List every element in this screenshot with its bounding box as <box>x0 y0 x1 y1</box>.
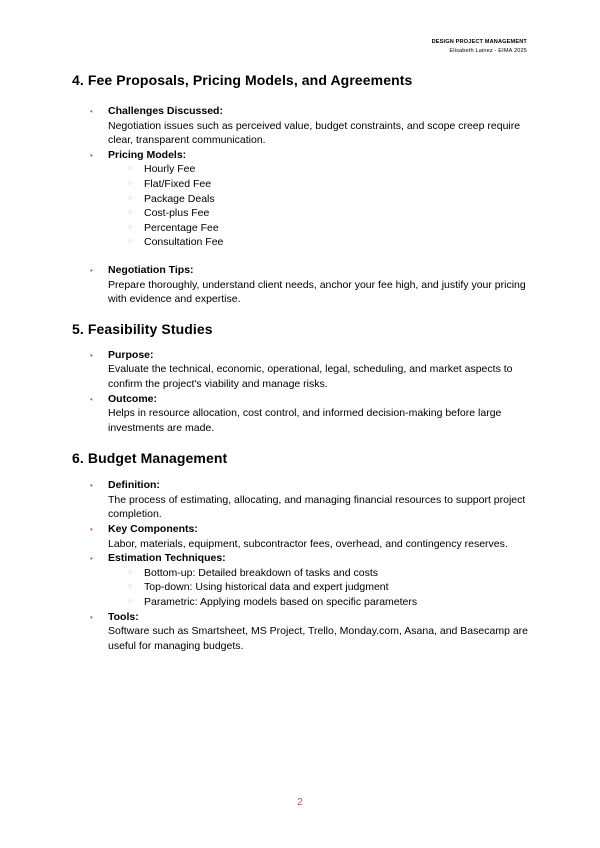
bullet-icon: • <box>90 481 93 491</box>
section-heading: 6. Budget Management <box>72 450 228 467</box>
list-item <box>72 348 532 392</box>
document-body <box>72 68 532 653</box>
item-title: Purpose: <box>108 348 154 361</box>
bullet-icon: • <box>90 350 93 360</box>
item-text: Software such as Smartsheet, MS Project, Trello, Monday.com, Asana, and Basecamp are useful for managing budgets. <box>108 625 528 652</box>
sub-list <box>108 162 532 250</box>
list-item <box>72 392 532 436</box>
list-item <box>72 610 532 654</box>
sub-bullet-icon: ○ <box>128 194 133 202</box>
item-title: Pricing Models: <box>108 148 187 161</box>
page-number: 2 <box>297 796 303 808</box>
bullet-icon: • <box>90 612 93 622</box>
list-item <box>72 263 532 307</box>
list-item <box>72 522 532 551</box>
header-author: Elisabeth Lainez - EIMA 2025 <box>449 47 527 54</box>
item-text: Helps in resource allocation, cost control, and informed decision-making before large investments are made. <box>108 407 502 434</box>
section-heading: 4. Fee Proposals, Pricing Models, and Agreements <box>72 72 413 88</box>
sub-item: ○ Percentage Fee <box>128 221 219 234</box>
sub-item: ○ Cost-plus Fee <box>128 207 210 220</box>
sub-bullet-icon: ○ <box>128 568 133 576</box>
sub-item: ○ Hourly Fee <box>128 163 196 176</box>
bullet-list <box>72 478 532 653</box>
sub-item: ○ Consultation Fee <box>128 236 224 249</box>
sub-item: ○ Bottom-up: Detailed breakdown of tasks and costs <box>128 566 379 579</box>
bullet-icon: • <box>90 265 93 275</box>
header-course-title: DESIGN PROJECT MANAGEMENT <box>431 39 527 45</box>
sub-item: ○ Package Deals <box>128 192 215 205</box>
bullet-icon: • <box>90 554 93 564</box>
section-feasibility-studies <box>72 319 532 436</box>
bullet-list <box>72 348 532 436</box>
item-text: Prepare thoroughly, understand client needs, anchor your fee high, and justify your pricing with evidence and expertise. <box>108 278 526 306</box>
section-fee-proposals <box>72 70 532 307</box>
sub-bullet-icon: ○ <box>128 209 133 217</box>
bullet-icon: • <box>90 394 93 404</box>
bullet-icon: • <box>90 107 93 116</box>
sub-bullet-icon: ○ <box>128 165 133 173</box>
sub-item: ○ Parametric: Applying models based on specific parameters <box>128 596 418 609</box>
sub-bullet-icon: ○ <box>128 223 133 231</box>
list-item <box>72 148 532 250</box>
item-title: Outcome: <box>108 392 158 405</box>
item-title: Negotiation Tips: <box>108 263 194 276</box>
sub-bullet-icon: ○ <box>128 598 133 606</box>
page-header <box>432 38 527 55</box>
item-title: Key Components: <box>108 523 198 536</box>
list-item <box>72 478 532 522</box>
item-title: Tools: <box>108 610 139 623</box>
sub-list <box>108 566 532 610</box>
sub-bullet-icon: ○ <box>128 179 133 187</box>
section-heading: 5. Feasibility Studies <box>72 320 213 337</box>
sub-item: ○ Flat/Fixed Fee <box>128 177 212 190</box>
list-item <box>72 104 532 148</box>
item-text: Labor, materials, equipment, subcontractor fees, overhead, and contingency reserves. <box>108 537 508 550</box>
bullet-list <box>72 104 532 307</box>
item-title: Estimation Techniques: <box>108 552 226 565</box>
bullet-icon: • <box>90 150 93 160</box>
item-title: Definition: <box>108 479 160 492</box>
sub-bullet-icon: ○ <box>128 583 133 591</box>
bullet-icon: • <box>90 525 93 535</box>
item-text: Evaluate the technical, economic, operational, legal, scheduling, and market aspects to confirm the project's viability and manage risks. <box>108 363 513 390</box>
list-item <box>72 551 532 609</box>
section-budget-management <box>72 448 532 653</box>
sub-item: ○ Top-down: Using historical data and expert judgment <box>128 581 389 594</box>
item-text: Negotiation issues such as perceived value, budget constraints, and scope creep require clear, transparent communication. <box>108 119 521 147</box>
item-text: The process of estimating, allocating, and managing financial resources to support project completion. <box>108 493 526 521</box>
item-title: Challenges Discussed: <box>108 105 223 117</box>
sub-bullet-icon: ○ <box>128 238 133 246</box>
